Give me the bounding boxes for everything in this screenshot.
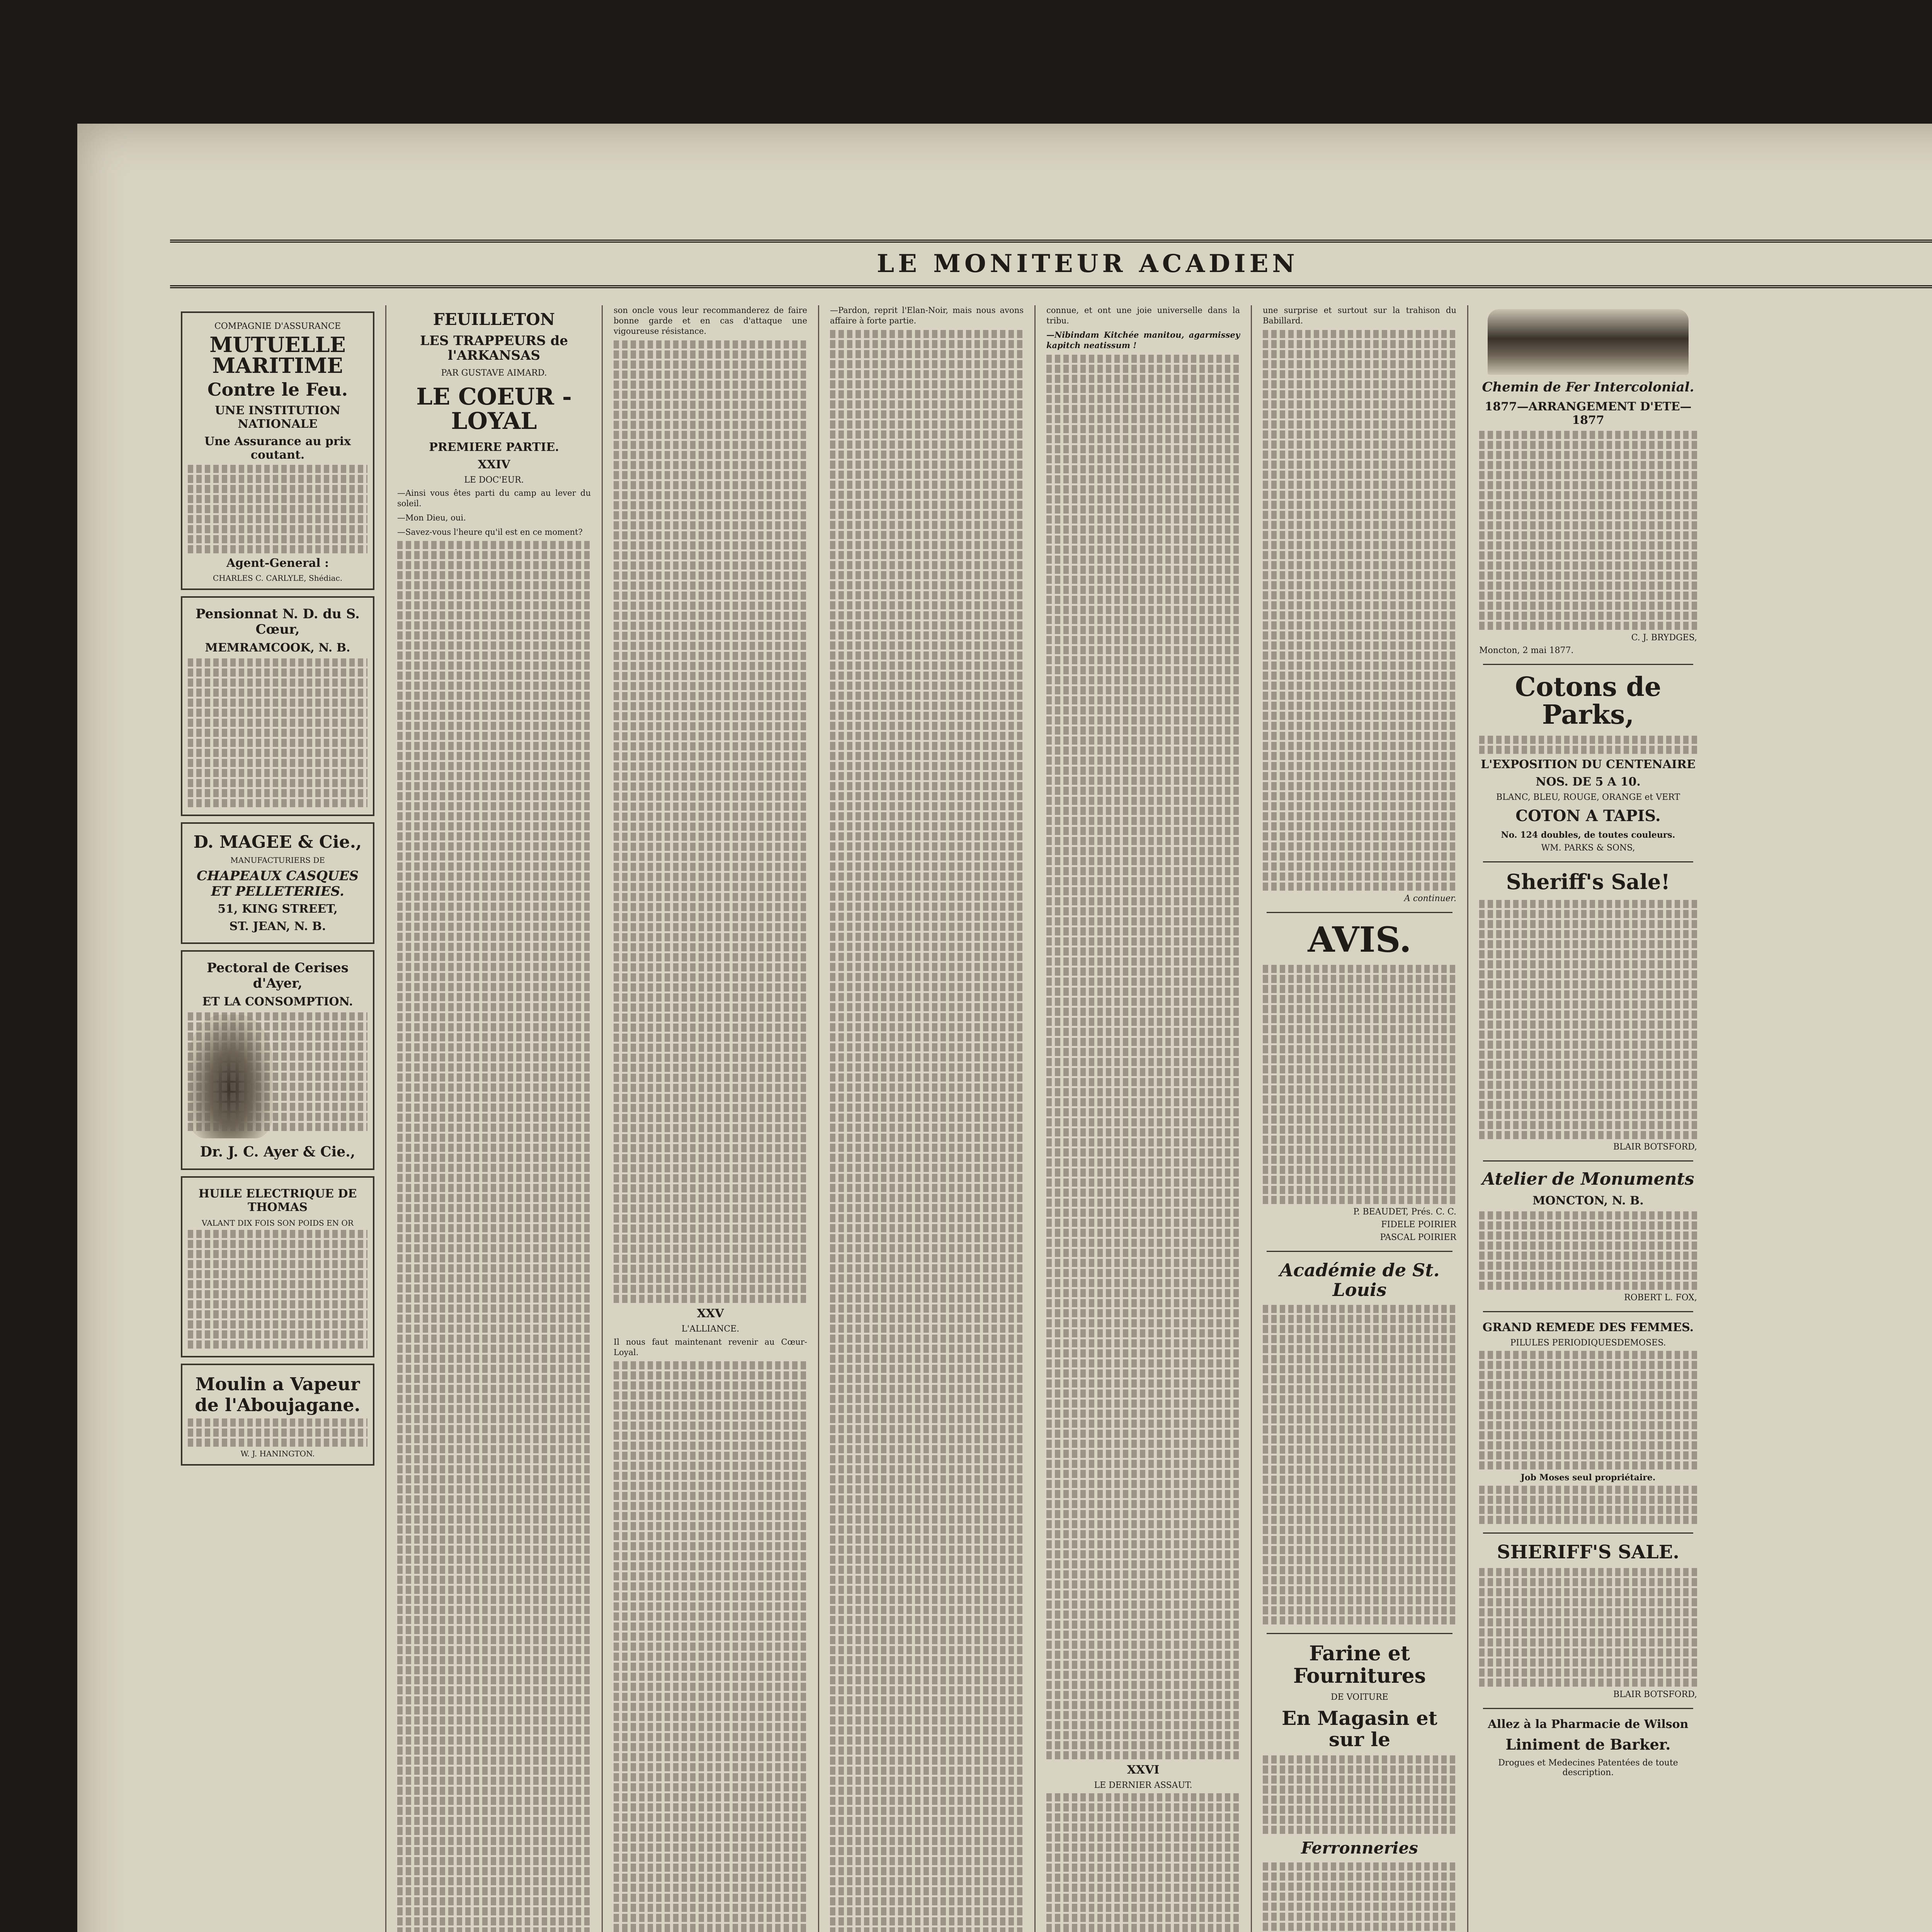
feuilleton-heading: FEUILLETON xyxy=(433,310,555,329)
chapter-number: XXIV xyxy=(478,457,510,471)
ad-address: 51, KING STREET, xyxy=(218,902,338,916)
story-text: Il nous faut maintenant revenir au Cœur-Loyal. xyxy=(614,1337,807,1357)
rail-title: Chemin de Fer Intercolonial. xyxy=(1482,379,1694,395)
story-text: —Savez-vous l'heure qu'il est en ce moment? xyxy=(397,527,583,537)
rail-date: Moncton, 2 mai 1877. xyxy=(1479,646,1574,656)
ad-agent-name: CHARLES C. CARLYLE, Shédiac. xyxy=(213,573,343,583)
chapter-number: XXVI xyxy=(1127,1763,1160,1777)
cotons-sub: NOS. DE 5 A 10. xyxy=(1536,775,1641,789)
ad-sub: VALANT DIX FOIS SON POIDS EN OR xyxy=(202,1218,354,1228)
coton-maker: WM. PARKS & SONS, xyxy=(1541,843,1635,853)
story-quote: —Nibindam Kitchée manitou, agarmissey kapitch neatissum ! xyxy=(1046,330,1240,350)
story-text: son oncle vous leur recommanderez de faire bonne garde et en cas d'attaque une vigoureuse résistance. xyxy=(614,306,807,336)
column-3 xyxy=(603,305,819,1932)
atelier-signature: ROBERT L. FOX, xyxy=(1624,1293,1697,1303)
sheriff-signature: BLAIR BOTSFORD, xyxy=(1613,1142,1697,1152)
chapter-title: LE DOC'EUR. xyxy=(464,475,524,485)
ad-pensionnat xyxy=(181,596,374,816)
farine-sub: DE VOITURE xyxy=(1331,1692,1388,1702)
ad-title: Pectoral de Cerises d'Ayer, xyxy=(207,960,349,991)
ad-mutuelle-maritime xyxy=(181,311,374,590)
ad-heading: COMPAGNIE D'ASSURANCE xyxy=(214,321,341,331)
remede-proprietor: Job Moses seul propriétaire. xyxy=(1520,1473,1656,1483)
atelier-title: Atelier de Monuments xyxy=(1482,1169,1694,1189)
pharmacie-title: Allez à la Pharmacie de Wilson xyxy=(1488,1718,1689,1731)
ad-maker: Dr. J. C. Ayer & Cie., xyxy=(200,1144,355,1160)
newspaper-title: LE MONITEUR ACADIEN xyxy=(877,249,1299,278)
train-illustration xyxy=(1488,309,1689,375)
chapter-number: XXV xyxy=(697,1306,724,1320)
ad-moulin xyxy=(181,1364,374,1466)
coton-tapis-sub: No. 124 doubles, de toutes couleurs. xyxy=(1501,830,1675,840)
rail-signature: C. J. BRYDGES, xyxy=(1631,633,1697,643)
avis-signature: FIDELE POIRIER xyxy=(1381,1220,1456,1230)
ad-title-2: Contre le Feu. xyxy=(207,379,348,400)
ad-signature: W. J. HANINGTON. xyxy=(240,1449,315,1458)
ad-title: MUTUELLE MARITIME xyxy=(209,332,346,378)
ad-huile-electrique xyxy=(181,1176,374,1357)
farine-sub-2: En Magasin et sur le xyxy=(1282,1706,1437,1751)
rail-sub: 1877—ARRANGEMENT D'ETE—1877 xyxy=(1485,400,1692,427)
ad-sub: MANUFACTURIERS DE xyxy=(230,855,325,865)
cotons-title: Cotons de Parks, xyxy=(1515,672,1662,730)
story-title: LES TRAPPEURS de l'ARKANSAS xyxy=(420,333,568,363)
ferronneries-title: Ferronneries xyxy=(1301,1838,1418,1857)
academie-title: Académie de St. Louis xyxy=(1279,1260,1440,1300)
column-6 xyxy=(1252,305,1468,1932)
liniment-title: Liniment de Barker. xyxy=(1505,1736,1671,1753)
sheriff-sale-title: Sheriff's Sale! xyxy=(1506,869,1670,895)
ad-magee xyxy=(181,822,374,944)
ad-title: Pensionnat N. D. du S. Cœur, xyxy=(196,606,360,637)
ad-tagline: Une Assurance au prix coutant. xyxy=(204,435,351,462)
story-text: —Pardon, reprit l'Elan-Noir, mais nous avons affaire à forte partie. xyxy=(830,306,1024,325)
ad-sub: ET LA CONSOMPTION. xyxy=(202,995,353,1009)
column-1 xyxy=(170,305,386,1932)
column-2 xyxy=(386,305,603,1932)
story-text: —Mon Dieu, oui. xyxy=(397,513,466,522)
column-4 xyxy=(819,305,1036,1932)
ad-city: ST. JEAN, N. B. xyxy=(229,920,326,933)
ad-line: CHAPEAUX CASQUES ET PELLETERIES. xyxy=(196,868,359,899)
remede-title: GRAND REMEDE DES FEMMES. xyxy=(1482,1321,1694,1335)
sheriff-2-signature: BLAIR BOTSFORD, xyxy=(1613,1690,1697,1700)
cotons-expo: L'EXPOSITION DU CENTENAIRE xyxy=(1481,758,1696,772)
drogues-text: Drogues et Medecines Patentées de toute description. xyxy=(1498,1758,1678,1777)
ad-title: HUILE ELECTRIQUE DE THOMAS xyxy=(198,1187,357,1214)
chapter-title: L'ALLIANCE. xyxy=(681,1324,740,1334)
avis-signature: PASCAL POIRIER xyxy=(1380,1233,1456,1243)
to-be-continued: A continuer. xyxy=(1404,893,1456,903)
ad-pectoral xyxy=(181,950,374,1170)
story-author: PAR GUSTAVE AIMARD. xyxy=(441,368,547,378)
ad-title: Moulin a Vapeur de l'Aboujagane. xyxy=(195,1374,361,1415)
coton-tapis: COTON A TAPIS. xyxy=(1515,807,1661,825)
column-5 xyxy=(1036,305,1252,1932)
story-text: —Ainsi vous êtes parti du camp au lever du soleil. xyxy=(397,488,591,508)
sheriff-sale-2-title: SHERIFF'S SALE. xyxy=(1497,1541,1680,1563)
story-text: une surprise et surtout sur la trahison du Babillard. xyxy=(1263,306,1456,325)
ad-title: D. MAGEE & Cie., xyxy=(193,832,362,852)
ad-agent-label: Agent-General : xyxy=(226,556,329,570)
remede-sub: PILULES PERIODIQUESDEMOSES. xyxy=(1510,1338,1666,1348)
avis-title: AVIS. xyxy=(1308,919,1412,960)
column-7 xyxy=(1468,305,1708,1932)
part-title: LE COEUR - LOYAL xyxy=(416,383,572,435)
atelier-city: MONCTON, N. B. xyxy=(1532,1194,1644,1208)
ad-subtitle: UNE INSTITUTION NATIONALE xyxy=(215,404,340,431)
newspaper-page xyxy=(77,124,1932,1932)
cotons-colors: BLANC, BLEU, ROUGE, ORANGE et VERT xyxy=(1496,793,1680,803)
chapter-title: LE DERNIER ASSAUT. xyxy=(1094,1780,1192,1790)
farine-title: Farine et Fournitures xyxy=(1293,1642,1426,1688)
part-label: PREMIERE PARTIE. xyxy=(429,440,559,454)
story-text: connue, et ont une joie universelle dans la tribu. xyxy=(1046,306,1240,325)
avis-signature: P. BEAUDET, Prés. C. C. xyxy=(1353,1207,1456,1217)
masthead xyxy=(170,240,1932,288)
ad-place: MEMRAMCOOK, N. B. xyxy=(205,641,350,655)
